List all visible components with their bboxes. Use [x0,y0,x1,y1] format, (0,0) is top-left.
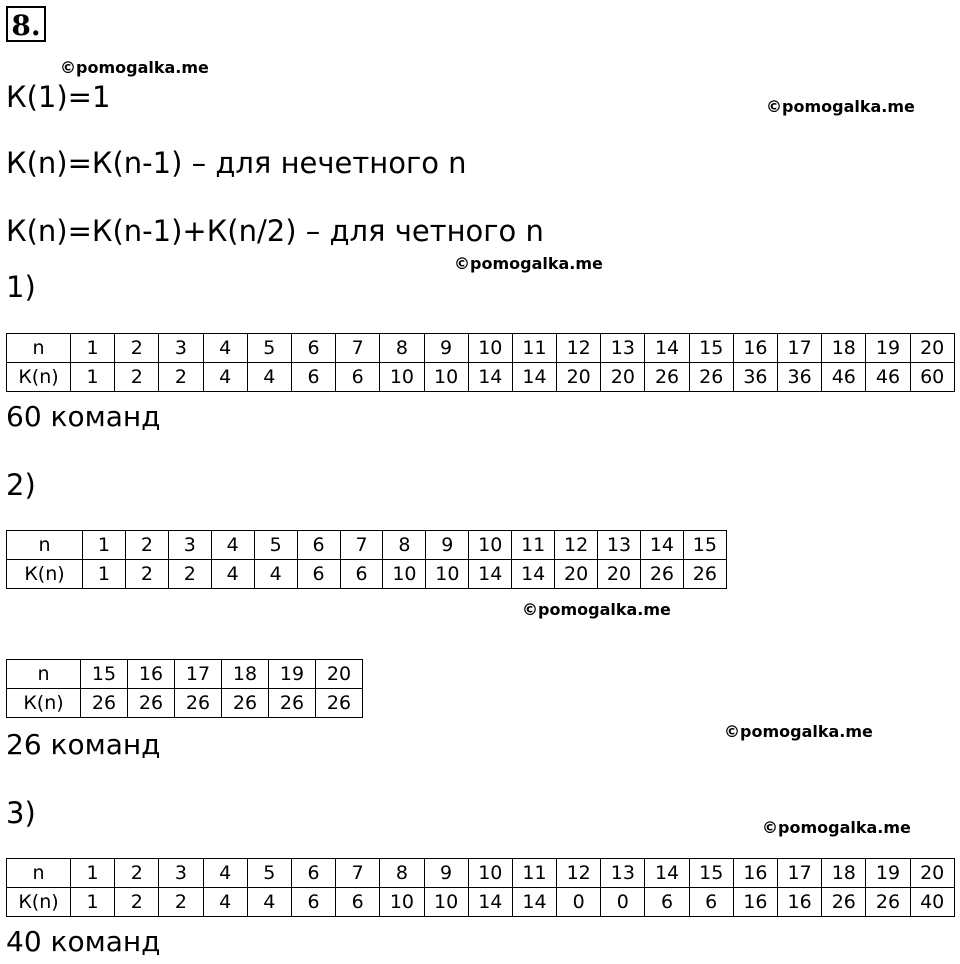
n-cell: 8 [380,859,424,888]
k-cell: 10 [380,888,424,917]
n-cell: 7 [340,531,383,560]
k-cell: 26 [689,363,733,392]
part-3-table [6,858,955,917]
k-cell: 1 [83,560,126,589]
k-cell: 16 [733,888,777,917]
n-cell: 17 [778,334,822,363]
row-header: К(n) [7,560,83,589]
part-2-answer: 26 команд [6,728,161,761]
n-cell: 7 [336,859,380,888]
n-cell: 15 [689,334,733,363]
k-cell: 40 [910,888,954,917]
watermark: ©pomogalka.me [454,254,603,273]
k-cell: 26 [175,689,222,718]
k-cell: 2 [159,888,203,917]
k-cell: 0 [557,888,601,917]
k-cell: 14 [512,888,556,917]
row-header: К(n) [7,689,81,718]
formula-base: К(1)=1 [6,80,111,114]
k-cell: 4 [211,560,254,589]
n-cell: 19 [269,660,316,689]
k-cell: 14 [469,560,512,589]
k-cell: 26 [222,689,269,718]
part-1-label: 1) [6,270,36,304]
part-2-table-b [6,659,363,718]
k-cell: 26 [640,560,683,589]
k-cell: 20 [555,560,598,589]
k-cell: 14 [512,560,555,589]
n-cell: 20 [910,334,954,363]
n-cell: 14 [645,859,689,888]
n-cell: 16 [733,859,777,888]
part-2-table-a [6,530,727,589]
k-cell: 26 [645,363,689,392]
k-cell: 26 [269,689,316,718]
row-n [7,531,727,560]
k-cell: 26 [866,888,910,917]
n-cell: 2 [115,334,159,363]
n-cell: 16 [733,334,777,363]
part-2-label: 2) [6,468,36,502]
n-cell: 14 [645,334,689,363]
k-cell: 20 [598,560,641,589]
watermark: ©pomogalka.me [522,600,671,619]
n-cell: 13 [598,531,641,560]
row-k [7,363,955,392]
k-cell: 4 [203,363,247,392]
k-cell: 46 [866,363,910,392]
n-cell: 20 [316,660,363,689]
watermark: ©pomogalka.me [724,722,873,741]
row-k [7,689,363,718]
k-cell: 46 [822,363,866,392]
n-cell: 13 [601,859,645,888]
k-cell: 26 [128,689,175,718]
n-cell: 9 [424,859,468,888]
n-cell: 1 [71,859,115,888]
k-cell: 36 [778,363,822,392]
k-cell: 2 [159,363,203,392]
k-cell: 10 [424,888,468,917]
k-cell: 2 [125,560,168,589]
k-cell: 26 [316,689,363,718]
k-cell: 16 [778,888,822,917]
k-cell: 2 [115,363,159,392]
n-cell: 15 [81,660,128,689]
n-cell: 8 [380,334,424,363]
k-cell: 1 [71,363,115,392]
k-cell: 6 [297,560,340,589]
n-cell: 9 [424,334,468,363]
row-k [7,888,955,917]
watermark: ©pomogalka.me [762,818,911,837]
n-cell: 6 [291,334,335,363]
k-cell: 20 [601,363,645,392]
n-cell: 1 [83,531,126,560]
k-cell: 14 [468,888,512,917]
n-cell: 15 [683,531,726,560]
n-cell: 11 [512,334,556,363]
n-cell: 11 [512,859,556,888]
n-cell: 5 [247,859,291,888]
k-cell: 6 [689,888,733,917]
n-cell: 16 [128,660,175,689]
n-cell: 20 [910,859,954,888]
row-k [7,560,727,589]
row-n [7,859,955,888]
n-cell: 17 [175,660,222,689]
n-cell: 1 [71,334,115,363]
k-cell: 2 [168,560,211,589]
n-cell: 4 [211,531,254,560]
n-cell: 3 [159,859,203,888]
formula-odd: К(n)=К(n-1) – для нечетного n [6,146,467,180]
n-cell: 2 [125,531,168,560]
n-cell: 12 [557,859,601,888]
n-cell: 5 [254,531,297,560]
row-header: n [7,531,83,560]
row-n [7,660,363,689]
k-cell: 14 [468,363,512,392]
k-cell: 6 [645,888,689,917]
n-cell: 13 [601,334,645,363]
n-cell: 14 [640,531,683,560]
n-cell: 12 [555,531,598,560]
k-cell: 6 [336,888,380,917]
n-cell: 9 [426,531,469,560]
part-1-answer: 60 команд [6,400,161,433]
watermark: ©pomogalka.me [766,97,915,116]
k-cell: 14 [512,363,556,392]
k-cell: 1 [71,888,115,917]
n-cell: 10 [468,334,512,363]
k-cell: 0 [601,888,645,917]
n-cell: 19 [866,859,910,888]
k-cell: 10 [426,560,469,589]
n-cell: 7 [336,334,380,363]
k-cell: 26 [683,560,726,589]
n-cell: 18 [822,859,866,888]
k-cell: 2 [115,888,159,917]
part-1-table [6,333,955,392]
n-cell: 10 [469,531,512,560]
n-cell: 4 [203,859,247,888]
k-cell: 6 [291,888,335,917]
n-cell: 8 [383,531,426,560]
k-cell: 6 [336,363,380,392]
k-cell: 4 [247,888,291,917]
n-cell: 17 [778,859,822,888]
k-cell: 60 [910,363,954,392]
n-cell: 2 [115,859,159,888]
k-cell: 4 [247,363,291,392]
k-cell: 6 [291,363,335,392]
k-cell: 26 [822,888,866,917]
n-cell: 18 [822,334,866,363]
n-cell: 11 [512,531,555,560]
k-cell: 10 [383,560,426,589]
n-cell: 18 [222,660,269,689]
row-header: n [7,334,71,363]
row-header: К(n) [7,363,71,392]
k-cell: 4 [203,888,247,917]
row-header: n [7,859,71,888]
n-cell: 15 [689,859,733,888]
watermark: ©pomogalka.me [60,58,209,77]
n-cell: 4 [203,334,247,363]
k-cell: 10 [380,363,424,392]
n-cell: 3 [168,531,211,560]
n-cell: 5 [247,334,291,363]
n-cell: 12 [557,334,601,363]
k-cell: 6 [340,560,383,589]
k-cell: 36 [733,363,777,392]
row-header: К(n) [7,888,71,917]
n-cell: 6 [291,859,335,888]
k-cell: 4 [254,560,297,589]
k-cell: 20 [557,363,601,392]
part-3-answer: 40 команд [6,925,161,958]
part-3-label: 3) [6,796,36,830]
n-cell: 10 [468,859,512,888]
formula-even: К(n)=К(n-1)+К(n/2) – для четного n [6,214,544,248]
n-cell: 6 [297,531,340,560]
n-cell: 19 [866,334,910,363]
task-number: 8. [6,6,46,42]
n-cell: 3 [159,334,203,363]
k-cell: 10 [424,363,468,392]
row-header: n [7,660,81,689]
row-n [7,334,955,363]
k-cell: 26 [81,689,128,718]
